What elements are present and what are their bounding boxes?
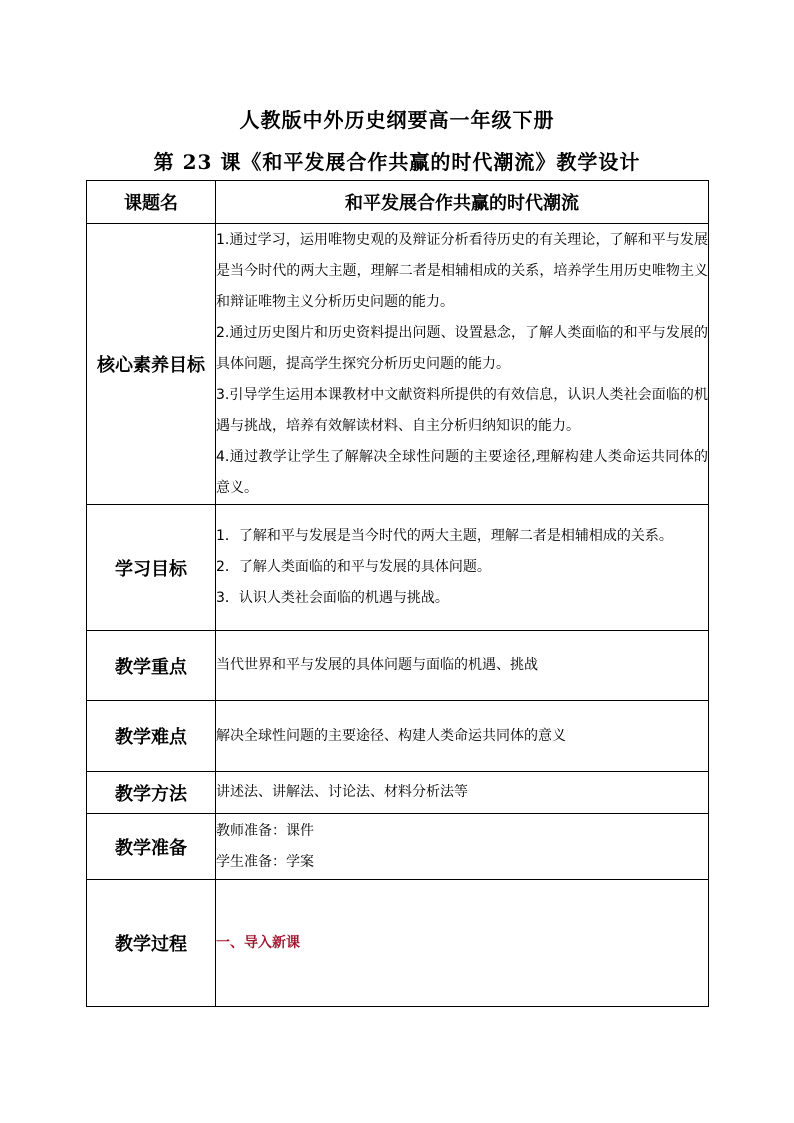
core-literacy-label: 核心素养目标 <box>87 224 216 505</box>
learning-goals-label: 学习目标 <box>87 505 216 631</box>
table-row-preparation <box>87 814 709 880</box>
document-subtitle: 第 23 课《和平发展合作共赢的时代潮流》教学设计 <box>153 150 641 174</box>
core-literacy-item: 4.通过教学让学生了解解决全球性问题的主要途径,理解构建人类命运共同体的意义。 <box>216 448 708 496</box>
core-literacy-item: 2.通过历史图片和历史资料提出问题、设置悬念，了解人类面临的和平与发展的具体问题，提高学生探究分析历史问题的能力。 <box>216 324 708 372</box>
section-heading-intro: 一、导入新课 <box>216 934 300 951</box>
process-label: 教学过程 <box>87 880 216 1007</box>
methods-value: 讲述法、讲解法、讨论法、材料分析法等 <box>216 772 709 814</box>
core-literacy-item: 1.通过学习，运用唯物史观的及辩证分析看待历史的有关理论，了解和平与发展是当今时代的两大主题，理解二者是相辅相成的关系，培养学生用历史唯物主义和辩证唯物主义分析历史问题的能力。 <box>216 231 708 310</box>
table-row-methods <box>87 772 709 814</box>
core-literacy-content <box>216 224 709 505</box>
topic-label: 课题名 <box>87 181 216 224</box>
preparation-content <box>216 814 709 880</box>
difficulties-value: 解决全球性问题的主要途径、构建人类命运共同体的意义 <box>216 701 709 772</box>
teacher-preparation: 教师准备：课件 <box>216 822 314 839</box>
topic-value: 和平发展合作共赢的时代潮流 <box>216 181 709 224</box>
table-row-difficulties <box>87 701 709 772</box>
preparation-label: 教学准备 <box>87 814 216 880</box>
key-points-value: 当代世界和平与发展的具体问题与面临的机遇、挑战 <box>216 631 709 701</box>
document-title: 人教版中外历史纲要高一年级下册 <box>239 108 555 132</box>
table-row-process <box>87 880 709 1007</box>
student-preparation: 学生准备：学案 <box>216 853 314 870</box>
learning-goal-item: 1．了解和平与发展是当今时代的两大主题，理解二者是相辅相成的关系。 <box>216 528 673 544</box>
learning-goal-item: 2．了解人类面临的和平与发展的具体问题。 <box>216 559 491 575</box>
table-row-key-points <box>87 631 709 701</box>
lesson-plan-table <box>86 180 709 1007</box>
table-row-core-literacy <box>87 224 709 505</box>
core-literacy-item: 3.引导学生运用本课教材中文献资料所提供的有效信息，认识人类社会面临的机遇与挑战，培养有效解读材料、自主分析归纳知识的能力。 <box>216 386 708 434</box>
key-points-label: 教学重点 <box>87 631 216 701</box>
table-row-learning-goals <box>87 505 709 631</box>
learning-goals-content <box>216 505 709 631</box>
methods-label: 教学方法 <box>87 772 216 814</box>
learning-goal-item: 3．认识人类社会面临的机遇与挑战。 <box>216 590 449 606</box>
table-row-topic <box>87 181 709 224</box>
process-content <box>216 880 709 1007</box>
difficulties-label: 教学难点 <box>87 701 216 772</box>
